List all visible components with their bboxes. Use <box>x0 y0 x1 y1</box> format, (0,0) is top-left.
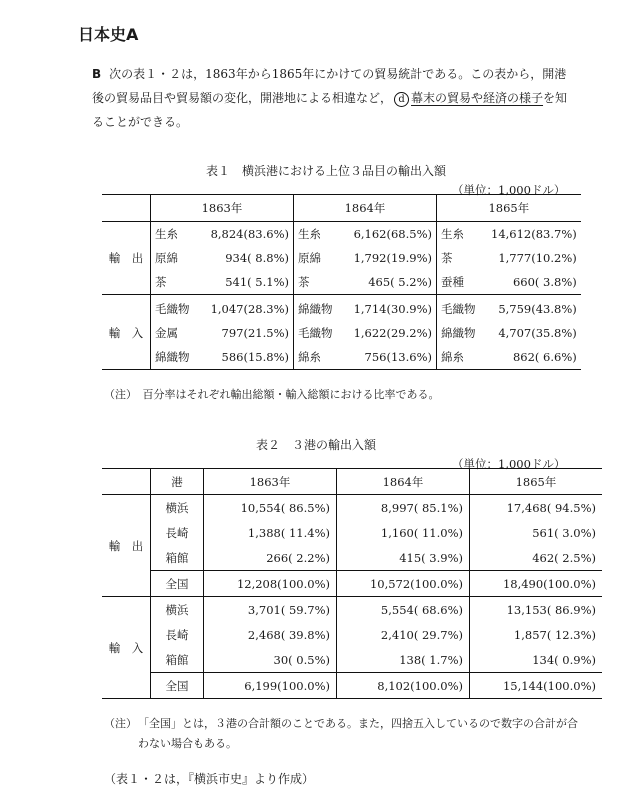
table2-port: 長崎 <box>151 520 204 545</box>
intro-text-after: を知ることができる。 <box>92 91 568 129</box>
table2-value: 15,144(100.0%) <box>470 673 603 699</box>
table2-value: 30( 0.5%) <box>204 647 337 673</box>
question-mark: B <box>92 67 102 81</box>
table1-value: 1,714(30.9%) <box>344 295 437 322</box>
table2-value: 462( 2.5%) <box>532 550 596 565</box>
table2-note-text: 「全国」とは，３港の合計額のことである。また，四捨五入しているので数字の合計が合わない場合もある。 <box>138 717 578 750</box>
table1-value: 8,824(83.6%) <box>201 222 294 247</box>
table1 <box>102 194 581 370</box>
table1-item: 茶 <box>294 270 345 295</box>
table1-value: 756(13.6%) <box>344 345 437 370</box>
table1-value: 660( 3.8%) <box>487 270 581 295</box>
table1-item: 原綿 <box>298 251 321 265</box>
table1-value: 1,777(10.2%) <box>498 251 577 265</box>
table1-corner <box>102 195 151 222</box>
table1-item: 茶 <box>441 251 453 265</box>
table2-row <box>102 622 602 647</box>
intro-text-before: 次の表１・２は，1863年から1865年にかけての貿易統計である。この表から，開港後の貿易品目や貿易額の変化，開港地による相違など， <box>92 67 567 105</box>
table2-header-row <box>102 469 602 495</box>
table2-value: 1,160( 11.0%) <box>337 520 470 545</box>
table1-row <box>102 246 581 270</box>
table1-row <box>102 321 581 345</box>
table1-row <box>102 222 581 247</box>
table2-unit: （単位：1,000ドル） <box>452 457 566 471</box>
table1-value: 14,612(83.7%) <box>491 227 577 241</box>
intro-underlined-text: 幕末の貿易や経済の様子 <box>411 91 544 105</box>
table2-value: 266( 2.2%) <box>204 545 337 571</box>
table1-row <box>102 345 581 370</box>
table1-row <box>102 270 581 295</box>
table2-note <box>104 714 584 754</box>
table2-port: 箱館 <box>151 545 204 571</box>
table1-value: 465( 5.2%) <box>344 270 437 295</box>
table2-value: 18,490(100.0%) <box>470 571 603 597</box>
table2-value: 12,208(100.0%) <box>204 571 337 597</box>
table1-value: 586(15.8%) <box>201 345 294 370</box>
table2-value: 3,701( 59.7%) <box>204 597 337 623</box>
table1-value: 1,047(28.3%) <box>201 295 294 322</box>
table2-port-header: 港 <box>151 469 204 495</box>
table2-row <box>102 597 602 623</box>
table1-row <box>102 295 581 322</box>
table2-caption: 表２ ３港の輸出入額 <box>256 438 377 452</box>
table1-item: 毛織物 <box>155 302 190 316</box>
table2-port: 横浜 <box>151 597 204 623</box>
table2-row <box>102 495 602 521</box>
table1-item: 綿糸 <box>437 345 488 370</box>
table2-value: 415( 3.9%) <box>337 545 470 571</box>
table2-value: 8,997( 85.1%) <box>337 495 470 521</box>
section-heading: 日本史A <box>78 25 139 44</box>
table1-item: 金属 <box>155 326 178 340</box>
table2-value: 1,857( 12.3%) <box>513 627 596 642</box>
table2-value: 2,468( 39.8%) <box>204 622 337 647</box>
table1-item: 綿織物 <box>151 345 202 370</box>
table1-unit: （単位：1,000ドル） <box>452 183 566 197</box>
table1-value: 1,622(29.2%) <box>344 321 437 345</box>
table2-note-label: （注） <box>104 717 137 730</box>
table1-item: 生糸 <box>441 227 464 241</box>
table1-group-label-export: 輸 出 <box>102 222 151 295</box>
table2-port: 全国 <box>151 571 204 597</box>
table2-total-row <box>102 673 602 699</box>
table2-value: 561( 3.0%) <box>532 525 596 540</box>
table1-group-label-import: 輸 入 <box>102 295 151 370</box>
table1-note: （注） 百分率はそれぞれ輸出総額・輸入総額における比率である。 <box>104 388 440 401</box>
table2-row <box>102 545 602 571</box>
table2-row <box>102 647 602 673</box>
table2-value: 5,554( 68.6%) <box>337 597 470 623</box>
circle-d-marker: d <box>394 92 409 107</box>
table2-port: 長崎 <box>151 622 204 647</box>
table1-caption: 表１ 横浜港における上位３品目の輸出入額 <box>206 164 447 178</box>
table1-value: 4,707(35.8%) <box>498 326 577 340</box>
table2-group-label-export: 輸 出 <box>102 495 151 597</box>
table2-value: 2,410( 29.7%) <box>337 622 470 647</box>
table2-value: 10,572(100.0%) <box>337 571 470 597</box>
table1-item: 綿織物 <box>441 326 476 340</box>
table1-value: 5,759(43.8%) <box>498 302 577 316</box>
intro-paragraph <box>92 62 572 134</box>
table2-port: 箱館 <box>151 647 204 673</box>
table2-group-label-import: 輸 入 <box>102 597 151 699</box>
table1-item: 毛織物 <box>298 326 333 340</box>
table2-value: 1,388( 11.4%) <box>204 520 337 545</box>
source-line: （表１・２は，『横浜市史』より作成） <box>104 772 315 786</box>
table1-value: 934( 8.8%) <box>201 246 294 270</box>
table1-header-row <box>102 195 581 222</box>
table2-value: 17,468( 94.5%) <box>506 500 596 515</box>
table2 <box>102 468 602 699</box>
table2-value: 8,102(100.0%) <box>337 673 470 699</box>
table2-value: 138( 1.7%) <box>337 647 470 673</box>
table1-value: 541( 5.1%) <box>201 270 294 295</box>
table2-row <box>102 520 602 545</box>
table1-item: 蚕種 <box>437 270 488 295</box>
table2-total-row <box>102 571 602 597</box>
table2-year-1865: 1865年 <box>470 469 603 495</box>
table2-year-1863: 1863年 <box>204 469 337 495</box>
table1-value: 1,792(19.9%) <box>344 246 437 270</box>
table1-year-1863: 1863年 <box>151 195 294 222</box>
table2-value: 13,153( 86.9%) <box>506 602 596 617</box>
table2-value: 134( 0.9%) <box>532 652 596 667</box>
table2-corner <box>102 469 151 495</box>
table2-value: 6,199(100.0%) <box>204 673 337 699</box>
table1-year-1865: 1865年 <box>437 195 581 222</box>
table1-item: 綿織物 <box>298 302 333 316</box>
table2-port: 全国 <box>151 673 204 699</box>
table1-value: 797(21.5%) <box>201 321 294 345</box>
table1-item: 毛織物 <box>441 302 476 316</box>
table1-year-1864: 1864年 <box>294 195 437 222</box>
table1-item: 綿糸 <box>294 345 345 370</box>
table2-year-1864: 1864年 <box>337 469 470 495</box>
table1-item: 茶 <box>151 270 202 295</box>
table2-value: 10,554( 86.5%) <box>204 495 337 521</box>
table1-item: 生糸 <box>155 227 178 241</box>
table1-item: 生糸 <box>298 227 321 241</box>
table1-value: 6,162(68.5%) <box>344 222 437 247</box>
table1-item: 原綿 <box>155 251 178 265</box>
table1-value: 862( 6.6%) <box>487 345 581 370</box>
table2-port: 横浜 <box>151 495 204 521</box>
